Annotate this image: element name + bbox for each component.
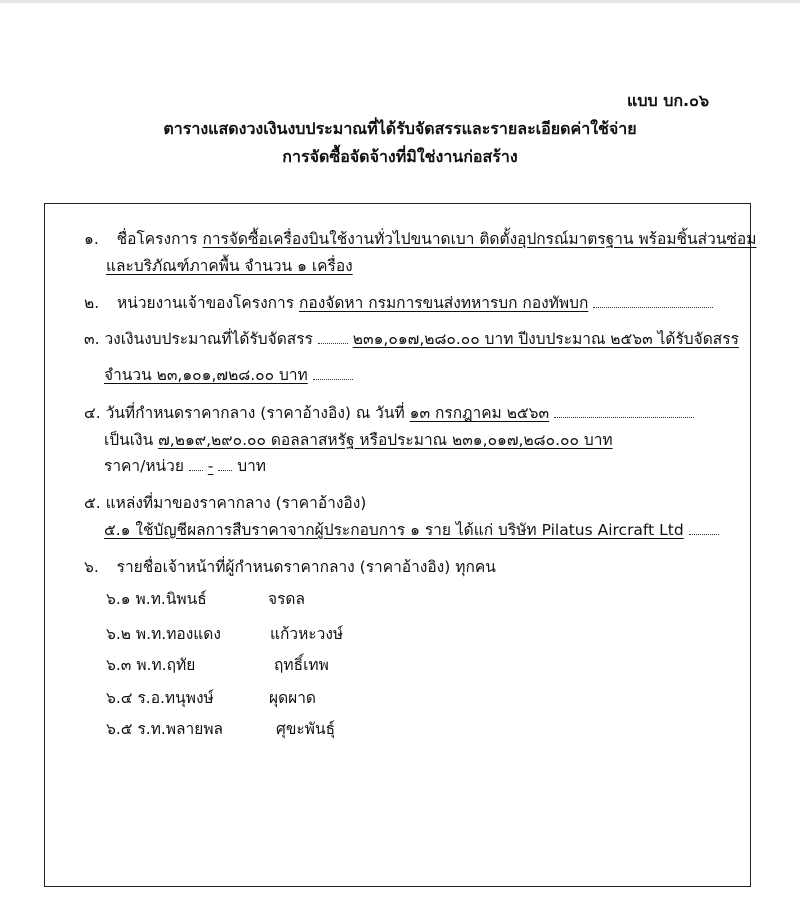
item4-unit-price-currency: บาท	[237, 457, 267, 475]
item3-number: ๓.	[84, 330, 100, 348]
item4-dots	[554, 405, 694, 418]
item6-label: รายชื่อเจ้าหน้าที่ผู้กำหนดราคากลาง (ราคาอ้างอิง) ทุกคน	[116, 558, 496, 576]
document-title-line2: การจัดซื้อจัดจ้างที่มิใช่งานก่อสร้าง	[282, 147, 518, 166]
person-surname: ผุดผาด	[269, 689, 316, 707]
item3-dots2	[313, 367, 353, 380]
person-surname: แก้วหะวงษ์	[270, 625, 344, 643]
item4-unit-price-value: -	[207, 457, 214, 475]
person-rank-name: ร.ท.พลายพล	[137, 720, 224, 738]
item6-line	[84, 556, 496, 578]
item1-line2	[106, 255, 353, 277]
item1-number: ๑.	[84, 230, 99, 248]
item4-label: วันที่กำหนดราคากลาง (ราคาอ้างอิง) ณ วันที่	[105, 404, 405, 422]
item2-value: กองจัดหา กรมการขนส่งทหารบก กองทัพบก	[299, 294, 589, 312]
item2-number: ๒.	[84, 294, 100, 312]
person-surname: ฤทธิ์เทพ	[274, 656, 329, 674]
item4-amount-value: ๗,๒๑๙,๒๙๐.๐๐ ดอลลาสหรัฐ หรือประมาณ ๒๓๑,๐๑๗,๒๘๐.๐๐ บาท	[158, 431, 613, 449]
document-title-line1: ตารางแสดงวงเงินงบประมาณที่ได้รับจัดสรรและรายละเอียดค่าใช้จ่าย	[163, 119, 637, 138]
person-index: ๖.๕	[106, 720, 133, 738]
person-index: ๖.๔	[106, 689, 133, 707]
item5-label: แหล่งที่มาของราคากลาง (ราคาอ้างอิง)	[105, 494, 367, 512]
person-rank-name: พ.ท.ทองแดง	[135, 625, 221, 643]
item5-line1	[84, 492, 366, 514]
item6-number: ๖.	[84, 558, 99, 576]
item4-amount-label: เป็นเงิน	[104, 431, 154, 449]
item1-value-line2: และบริภัณฑ์ภาคพื้น จำนวน ๑ เครื่อง	[106, 257, 353, 275]
item3-label: วงเงินงบประมาณที่ได้รับจัดสรร	[104, 330, 313, 348]
unit-price-dots-right	[218, 458, 232, 471]
person-row	[106, 685, 214, 710]
unit-price-dots-left	[189, 458, 203, 471]
item3-line2	[104, 364, 353, 386]
person-row	[106, 716, 223, 741]
item2-label: หน่วยงานเจ้าของโครงการ	[117, 294, 295, 312]
person-index: ๖.๑	[106, 590, 131, 608]
item5-sub-item	[104, 519, 719, 541]
person-row	[106, 621, 221, 646]
item4-unit-price-label: ราคา/หน่วย	[104, 457, 184, 475]
person-rank-name: พ.ท.นิพนธ์	[135, 590, 207, 608]
top-edge	[0, 0, 800, 3]
item1-line1	[84, 228, 756, 250]
item4-date: ๑๓ กรกฎาคม ๒๕๖๓	[409, 404, 550, 422]
item4-line3	[104, 455, 266, 477]
item4-line1	[84, 402, 694, 424]
person-index: ๖.๓	[106, 656, 132, 674]
item3-value-line2: จำนวน ๒๓,๑๐๑,๗๒๘.๐๐ บาท	[104, 366, 308, 384]
item4-line2	[104, 429, 613, 451]
person-index: ๖.๒	[106, 625, 131, 643]
item5-number: ๕.	[84, 494, 101, 512]
item2-line	[84, 292, 713, 314]
item1-value-line1: การจัดซื้อเครื่องบินใช้งานทั่วไปขนาดเบา ติดตั้งอุปกรณ์มาตรฐาน พร้อมชิ้นส่วนซ่อม	[202, 230, 757, 248]
item3-dots	[318, 331, 348, 344]
person-rank-name: ร.อ.ทนุพงษ์	[137, 689, 214, 707]
person-surname: ศุขะพันธุ์	[276, 720, 336, 738]
item2-dots	[593, 295, 713, 308]
person-row	[106, 652, 195, 677]
item5-sub-item-text: ๕.๑ ใช้บัญชีผลการสืบราคาจากผู้ประกอบการ ๑ ราย ได้แก่ บริษัท Pilatus Aircraft Ltd	[104, 521, 684, 539]
person-row	[106, 586, 207, 611]
person-surname: จรดล	[268, 590, 305, 608]
item3-value-line1: ๒๓๑,๐๑๗,๒๘๐.๐๐ บาท ปีงบประมาณ ๒๕๖๓ ได้รับจัดสรร	[352, 330, 739, 348]
item1-label: ชื่อโครงการ	[116, 230, 198, 248]
item5-dots	[689, 522, 719, 535]
form-code: แบบ บก.๐๖	[627, 91, 710, 110]
item4-number: ๔.	[84, 404, 101, 422]
person-rank-name: พ.ท.ฤทัย	[136, 656, 196, 674]
item3-line1	[84, 328, 739, 350]
